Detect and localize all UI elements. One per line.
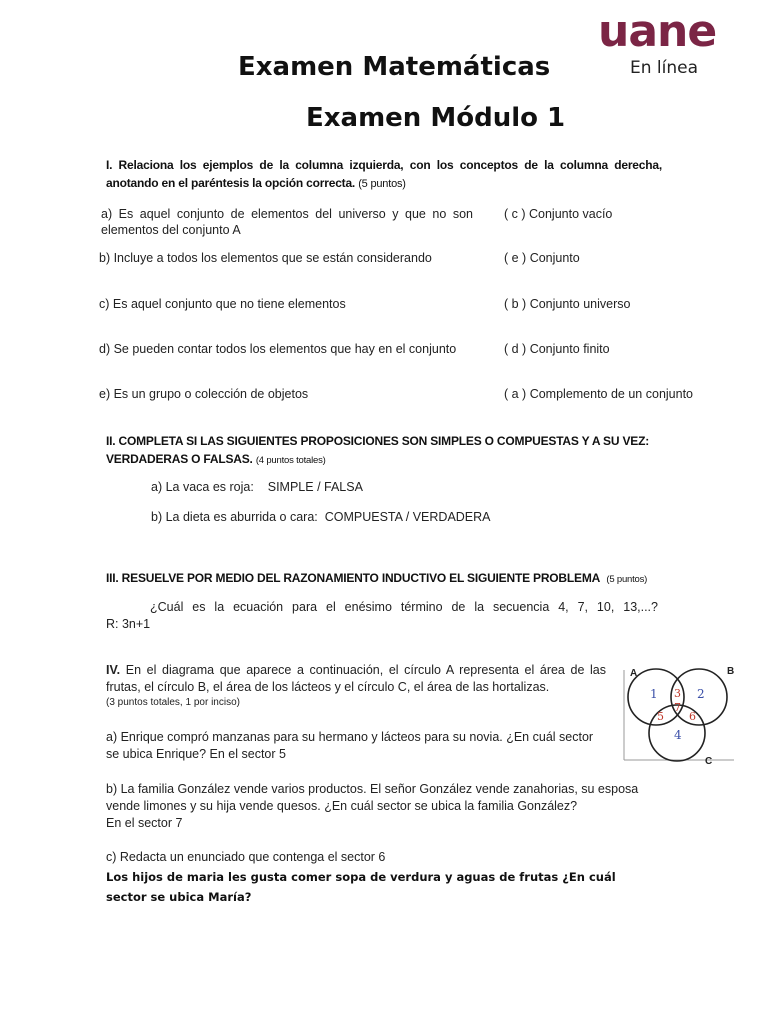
venn-label-a: A <box>630 668 638 679</box>
uane-logo <box>598 6 748 80</box>
item-c-text: c) Es aquel conjunto que no tiene elementos <box>99 297 346 311</box>
question-a-line1: a) Enrique compró manzanas para su hermano y lácteos para su novia. ¿En cuál sector <box>106 730 594 744</box>
logo-wordmark: uane <box>598 6 717 57</box>
venn-region-1: 1 <box>650 687 658 701</box>
question-c: c) Redacta un enunciado que contenga el sector 6 <box>106 850 386 864</box>
section-2-heading <box>106 432 666 470</box>
item-d-text: d) Se pueden contar todos los elementos que hay en el conjunto <box>99 342 457 356</box>
question-b-line1: b) La familia González vende varios productos. El señor González vende zanahorias, su esposa <box>106 782 639 796</box>
module-title: Examen Módulo 1 <box>306 103 566 133</box>
section-1-heading <box>106 156 662 193</box>
question-c-answer: Los hijos de maria les gusta comer sopa de verdura y aguas de frutas ¿En cuál sector se ubica María? <box>106 870 616 904</box>
venn-region-2: 2 <box>697 687 705 701</box>
proposition-a-answer: SIMPLE / FALSA <box>267 480 363 494</box>
item-a-text: a) Es aquel conjunto de elementos del universo y que no son elementos del conjunto A <box>101 207 473 237</box>
venn-label-b: B <box>727 666 735 677</box>
exam-title: Examen Matemáticas <box>238 52 551 82</box>
venn-region-3: 3 <box>674 687 681 700</box>
item-b-text: b) Incluye a todos los elementos que se están considerando <box>99 251 432 265</box>
venn-region-4: 4 <box>674 728 682 742</box>
item-e-text: e) Es un grupo o colección de objetos <box>99 387 309 401</box>
venn-region-7: 7 <box>674 701 681 714</box>
section-2-text: II. COMPLETA SI LAS SIGUIENTES PROPOSICIONES SON SIMPLES O COMPUESTAS Y A SU VEZ: VERDADERAS O FALSAS. <box>106 434 649 466</box>
item-b-answer: ( e ) Conjunto <box>504 251 580 265</box>
item-d-answer: ( d ) Conjunto finito <box>504 342 610 356</box>
proposition-b-answer: COMPUESTA / VERDADERA <box>324 510 491 524</box>
section-3-text: III. RESUELVE POR MEDIO DEL RAZONAMIENTO INDUCTIVO EL SIGUIENTE PROBLEMA <box>106 571 601 585</box>
question-b-line3: En el sector 7 <box>106 816 183 830</box>
section-1-points: (5 puntos) <box>358 178 406 190</box>
proposition-b-label: b) La dieta es aburrida o cara: <box>151 510 318 524</box>
section-3-heading <box>106 569 647 589</box>
item-e-answer: ( a ) Complemento de un conjunto <box>504 387 693 401</box>
sequence-question: ¿Cuál es la ecuación para el enésimo término de la secuencia 4, 7, 10, 13,...? <box>150 600 658 614</box>
item-a-answer: ( c ) Conjunto vacío <box>504 207 613 221</box>
venn-label-c: C <box>705 756 713 767</box>
question-a-line2: se ubica Enrique? En el sector 5 <box>106 747 286 761</box>
proposition-a-label: a) La vaca es roja: <box>151 480 254 494</box>
sequence-answer: R: 3n+1 <box>106 617 151 631</box>
section-3-points: (5 puntos) <box>606 574 648 585</box>
section-1-text: I. Relaciona los ejemplos de la columna izquierda, con los conceptos de la columna derecha, anotando en el paréntesis la opción correcta. <box>106 158 662 190</box>
section-4-number: IV. <box>106 663 121 677</box>
section-4-intro-text: En el diagrama que aparece a continuación, el círculo A representa el área de las frutas, el círculo B, el área de los lácteos y el círculo C, el área de las hortalizas. <box>106 663 606 694</box>
section-4-points: (3 puntos totales, 1 por inciso) <box>106 697 240 708</box>
proposition-b <box>151 509 491 525</box>
section-4-intro <box>106 662 606 696</box>
item-c-answer: ( b ) Conjunto universo <box>504 297 631 311</box>
question-b-line2: vende limones y su hija vende quesos. ¿En cuál sector se ubica la familia González? <box>106 799 578 813</box>
proposition-a <box>151 479 363 495</box>
section-2-points: (4 puntos totales) <box>255 455 326 466</box>
venn-diagram <box>620 660 740 770</box>
venn-region-5: 5 <box>657 710 664 723</box>
venn-region-6: 6 <box>689 710 696 723</box>
logo-subtitle: En línea <box>630 58 699 78</box>
